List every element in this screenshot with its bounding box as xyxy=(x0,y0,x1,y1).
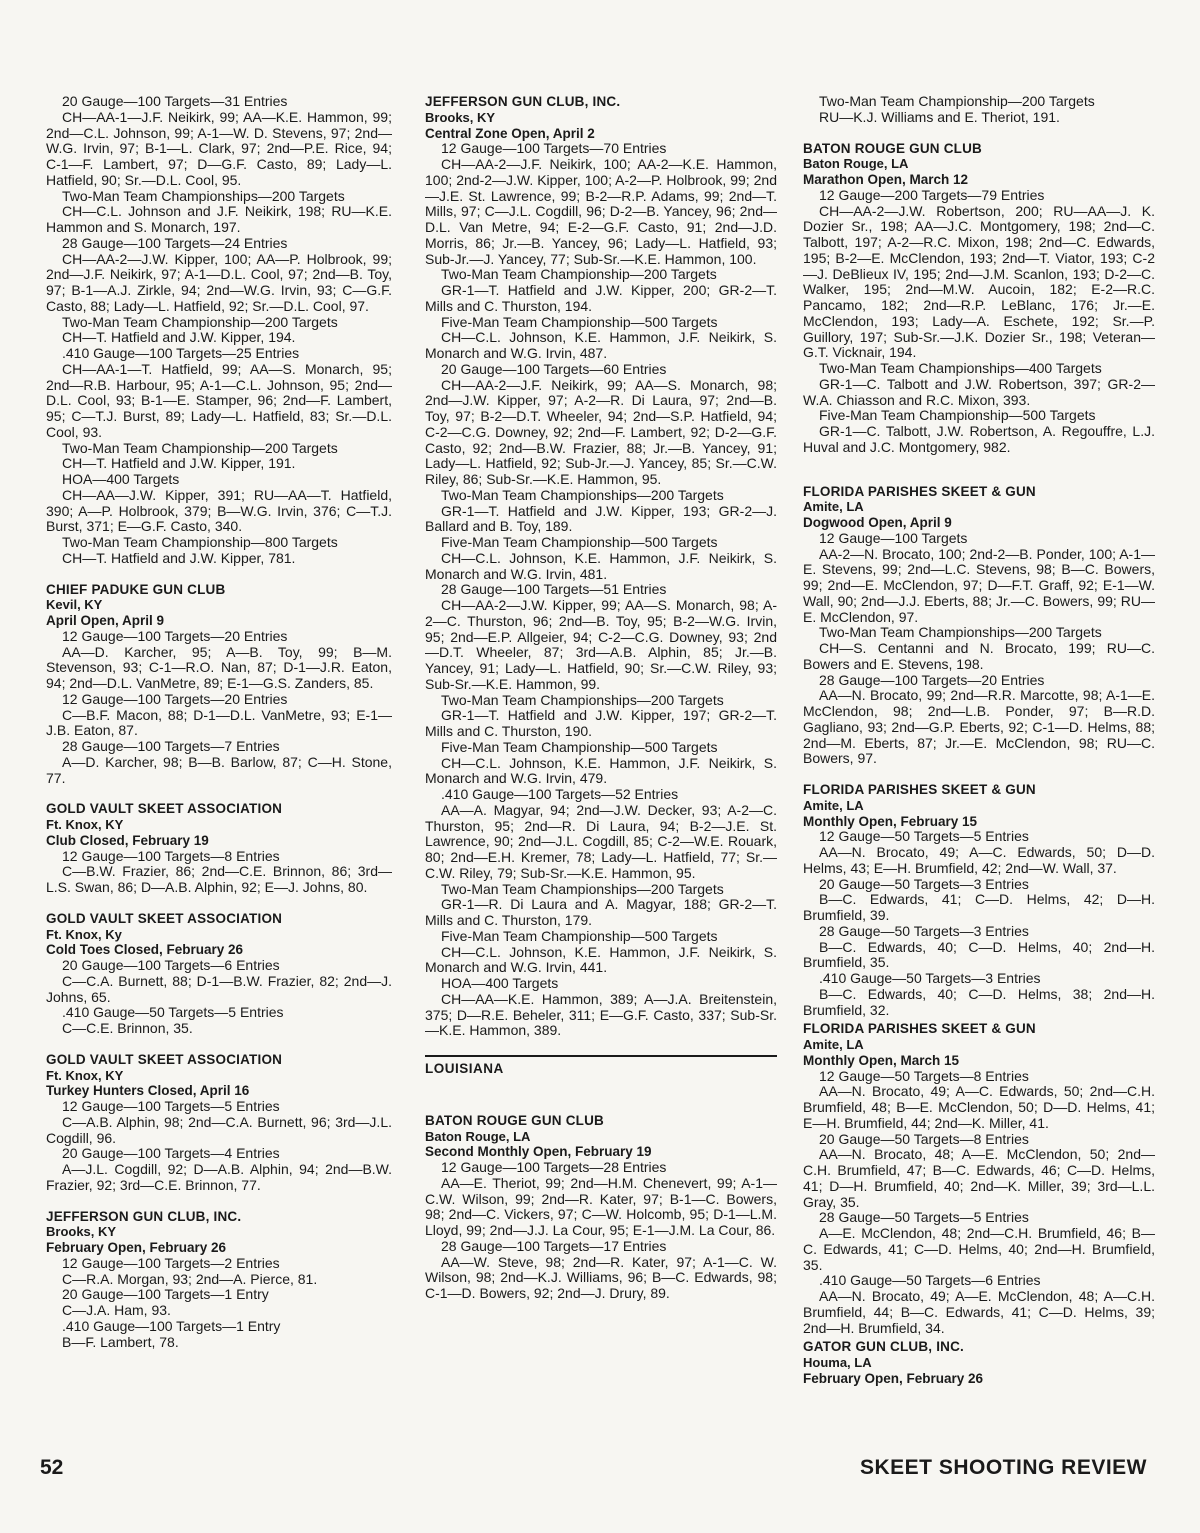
results-paragraph: Two-Man Team Championship—800 Targets xyxy=(62,534,338,550)
results-paragraph: CH—AA-1—T. Hatfield, 99; AA—S. Monarch, 95; 2nd—R.B. Harbour, 95; A-1—C.L. Johnson, 95; 2nd—D.L. Cool, 93; B-1—E. Stamper, 96; 2nd—F. Lambert, 95; C—T.J. Burst, 89; Lady—L. Hatfield, 83; Sr.—D.L. Cool, 93. xyxy=(46,360,392,440)
results-paragraph: .410 Gauge—100 Targets—1 Entry xyxy=(62,1317,281,1334)
results-paragraph: Five-Man Team Championship—500 Targets xyxy=(441,534,718,550)
event-title: Marathon Open, March 12 xyxy=(803,172,969,187)
results-paragraph: CH—AA-2—J.W. Robertson, 200; RU—AA—J. K. Dozier Sr., 198; AA—J.C. Montgomery, 198; 2nd—C. Talbott, 197; A-2—R.C. Mixon, 198; 2nd—C. Edwards, 195; B-2—E. McClendon, 193; 2nd—T. Viator, 193; C-2—J. DeBlieux IV, 195; 2nd—J.M. Scanlon, 193; D-2—C. Walker, 195; 2nd—M.W. Aucoin, 182; E-2—R.C. Pancamo, 182; 2nd—R.P. LeBlanc, 176; Jr.—E. McClendon, 193; Lady—A. Eschete, 192; Sr.—P. Guillory, 197; Sub-Sr.—J.K. Dozier Sr., 198; Veteran—G.T. Vicknair, 194. xyxy=(803,202,1155,361)
results-paragraph: .410 Gauge—100 Targets—52 Entries xyxy=(441,786,679,802)
results-paragraph: CH—AA-2—J.F. Neikirk, 99; AA—S. Monarch, 98; 2nd—J.W. Kipper, 97; A-2—R. Di Laura, 97; 2nd—B. Toy, 97; B-2—D.T. Wheeler, 94; 2nd—S.P. Hatfield, 94; C-2—C.G. Downey, 92; 2nd—F. Lambert, 92; D-2—G.F. Casto, 92; 2nd—B.W. Frazier, 88; Jr.—B. Yancey, 91; Lady—L. Hatfield, 92; Sub-Jr.—J. Yancey, 85; Sr.—C.W. Riley, 86; Sub-Sr.—K.E. Hammon, 95. xyxy=(425,376,777,487)
results-paragraph: C—C.E. Brinnon, 35. xyxy=(62,1020,193,1036)
results-paragraph: Two-Man Team Championship—200 Targets xyxy=(441,266,717,283)
event-title: Turkey Hunters Closed, April 16 xyxy=(46,1083,250,1099)
column-2 xyxy=(425,94,777,1302)
magazine-title: SKEET SHOOTING REVIEW xyxy=(859,1456,1147,1479)
event-title: Club Closed, February 19 xyxy=(46,832,209,848)
results-section xyxy=(803,1339,1155,1386)
results-paragraph: CH—C.L. Johnson, K.E. Hammon, J.F. Neikirk, S. Monarch and W.G. Irvin, 441. xyxy=(425,943,777,976)
results-paragraph: AA—N. Brocato, 48; A—E. McClendon, 50; 2nd—C.H. Brumfield, 47; B—C. Edwards, 46; C—D. Helms, 41; D—H. Brumfield, 40; 2nd—K. Miller, 39; 3rd—L.L. Gray, 35. xyxy=(803,1146,1155,1210)
results-paragraph: CH—AA-1—J.F. Neikirk, 99; AA—K.E. Hammon, 99; 2nd—C.L. Johnson, 99; A-1—W. D. Stevens, 97; 2nd—W.G. Irvin, 97; B-1—L. Clark, 97; 2nd—P.E. Rice, 94; C-1—F. Lambert, 97; D—G.F. Casto, 89; Lady—L. Hatfield, 90; Sr.—D.L. Cool, 95. xyxy=(46,108,392,188)
results-paragraph: Two-Man Team Championships—200 Targets xyxy=(62,187,345,204)
results-paragraph: 20 Gauge—100 Targets—60 Entries xyxy=(441,360,667,377)
results-paragraph: B—C. Edwards, 41; C—D. Helms, 42; D—H. Brumfield, 39. xyxy=(803,891,1155,923)
results-paragraph: Two-Man Team Championships—200 Targets xyxy=(441,691,724,708)
results-paragraph: A—J.L. Cogdill, 92; D—A.B. Alphin, 94; 2nd—B.W. Frazier, 92; 3rd—C.E. Brinnon, 77. xyxy=(46,1161,392,1193)
results-paragraph: AA—N. Brocato, 49; A—E. McClendon, 48; A—C.H. Brumfield, 44; B—C. Edwards, 41; C—D. Helms, 39; 2nd—H. Brumfield, 34. xyxy=(803,1288,1155,1336)
results-paragraph: 12 Gauge—100 Targets—20 Entries xyxy=(62,627,288,644)
results-paragraph: CH—AA—J.W. Kipper, 391; RU—AA—T. Hatfield, 390; A—P. Holbrook, 379; B—W.G. Irvin, 376; C—T.J. Burst, 371; E—G.F. Casto, 340. xyxy=(46,486,392,535)
results-paragraph: 28 Gauge—100 Targets—24 Entries xyxy=(62,234,288,251)
results-section xyxy=(46,1052,392,1194)
results-paragraph: 20 Gauge—50 Targets—8 Entries xyxy=(819,1130,1029,1147)
results-paragraph: 28 Gauge—100 Targets—20 Entries xyxy=(819,671,1045,688)
club-name: FLORIDA PARISHES SKEET & GUN xyxy=(803,782,1036,797)
event-title: Central Zone Open, April 2 xyxy=(425,125,595,141)
results-paragraph: 12 Gauge—100 Targets—28 Entries xyxy=(441,1159,667,1175)
event-title: February Open, February 26 xyxy=(803,1370,984,1386)
results-paragraph: Two-Man Team Championships—200 Targets xyxy=(441,880,724,897)
results-paragraph: C—C.A. Burnett, 88; D-1—B.W. Frazier, 82; 2nd—J. Johns, 65. xyxy=(46,972,392,1005)
event-title: Monthly Open, March 15 xyxy=(803,1052,960,1068)
results-paragraph: A—E. McClendon, 48; 2nd—C.H. Brumfield, 46; B—C. Edwards, 41; C—D. Helms, 40; 2nd—H. Brumfield, 35. xyxy=(803,1225,1155,1273)
results-section xyxy=(803,141,1155,456)
results-paragraph: 12 Gauge—200 Targets—79 Entries xyxy=(819,186,1045,203)
results-section xyxy=(425,1055,777,1302)
results-paragraph: 20 Gauge—50 Targets—3 Entries xyxy=(819,875,1029,892)
results-paragraph: Two-Man Team Championship—200 Targets xyxy=(819,93,1095,109)
results-paragraph: CH—C.L. Johnson, K.E. Hammon, J.F. Neikirk, S. Monarch and W.G. Irvin, 487. xyxy=(425,329,777,361)
results-section xyxy=(46,582,392,787)
results-paragraph: B—C. Edwards, 40; C—D. Helms, 40; 2nd—H. Brumfield, 35. xyxy=(803,938,1155,971)
results-paragraph: CH—C.L. Johnson, K.E. Hammon, J.F. Neikirk, S. Monarch and W.G. Irvin, 479. xyxy=(425,754,777,787)
state-heading: LOUISIANA xyxy=(425,1055,777,1077)
results-paragraph: HOA—400 Targets xyxy=(441,975,559,991)
club-location: Ft. Knox, KY xyxy=(46,1067,124,1083)
club-name: GOLD VAULT SKEET ASSOCIATION xyxy=(46,1051,283,1067)
results-section xyxy=(46,1209,392,1351)
club-name: BATON ROUGE GUN CLUB xyxy=(803,140,982,156)
results-paragraph: 28 Gauge—100 Targets—51 Entries xyxy=(441,581,667,598)
results-paragraph: CH—T. Hatfield and J.W. Kipper, 191. xyxy=(62,455,296,472)
results-paragraph: CH—AA-2—J.W. Kipper, 99; AA—S. Monarch, 98; A-2—C. Thurston, 96; 2nd—B. Toy, 95; B-2—W.G. Irvin, 95; 2nd—E.P. Allgeier, 94; C-2—C.G. Downey, 93; 2nd—D.T. Wheeler, 87; 3rd—A.B. Alphin, 85; Jr.—B. Yancey, 91; Lady—L. Hatfield, 90; Sr.—C.W. Riley, 93; Sub-Sr.—K.E. Hammon, 99. xyxy=(425,597,777,692)
results-paragraph: .410 Gauge—50 Targets—6 Entries xyxy=(819,1272,1041,1289)
club-location: Houma, LA xyxy=(803,1355,872,1370)
results-paragraph: HOA—400 Targets xyxy=(62,471,180,487)
event-title: Second Monthly Open, February 19 xyxy=(425,1144,652,1160)
club-name: FLORIDA PARISHES SKEET & GUN xyxy=(803,1021,1036,1037)
results-paragraph: CH—T. Hatfield and J.W. Kipper, 194. xyxy=(62,329,296,346)
results-paragraph: AA—N. Brocato, 49; A—C. Edwards, 50; D—D. Helms, 43; E—H. Brumfield, 42; 2nd—W. Wall, 37. xyxy=(803,844,1155,876)
results-paragraph: B—C. Edwards, 40; C—D. Helms, 38; 2nd—H. Brumfield, 32. xyxy=(803,985,1155,1018)
results-paragraph: C—R.A. Morgan, 93; 2nd—A. Pierce, 81. xyxy=(62,1270,318,1287)
results-paragraph: 20 Gauge—100 Targets—31 Entries xyxy=(62,93,288,109)
event-title: Dogwood Open, April 9 xyxy=(803,515,952,530)
club-location: Brooks, KY xyxy=(46,1224,117,1240)
results-paragraph: CH—C.L. Johnson, K.E. Hammon, J.F. Neikirk, S. Monarch and W.G. Irvin, 481. xyxy=(425,549,777,582)
event-title: April Open, April 9 xyxy=(46,613,165,628)
results-paragraph: Five-Man Team Championship—500 Targets xyxy=(441,738,718,755)
results-paragraph: GR-1—C. Talbott and J.W. Robertson, 397; GR-2—W.A. Chiasson and R.C. Mixon, 393. xyxy=(803,375,1155,408)
results-paragraph: 12 Gauge—100 Targets—8 Entries xyxy=(62,847,280,864)
results-paragraph: 12 Gauge—100 Targets—70 Entries xyxy=(441,140,667,157)
results-paragraph: 28 Gauge—50 Targets—5 Entries xyxy=(819,1209,1029,1226)
results-section xyxy=(425,94,777,1039)
results-paragraph: Five-Man Team Championship—500 Targets xyxy=(441,927,718,944)
results-paragraph: 28 Gauge—100 Targets—7 Entries xyxy=(62,738,280,754)
results-section xyxy=(803,1021,1155,1336)
results-paragraph: 20 Gauge—100 Targets—4 Entries xyxy=(62,1145,280,1162)
results-paragraph: .410 Gauge—100 Targets—25 Entries xyxy=(62,345,300,361)
results-paragraph: C—A.B. Alphin, 98; 2nd—C.A. Burnett, 96; 3rd—J.L. Cogdill, 96. xyxy=(46,1113,392,1146)
results-paragraph: 12 Gauge—50 Targets—8 Entries xyxy=(819,1067,1029,1084)
results-section xyxy=(46,94,392,567)
results-paragraph: GR-1—R. Di Laura and A. Magyar, 188; GR-2—T. Mills and C. Thurston, 179. xyxy=(425,896,777,928)
results-paragraph: CH—S. Centanni and N. Brocato, 199; RU—C. Bowers and E. Stevens, 198. xyxy=(803,640,1155,672)
results-paragraph: CH—AA—K.E. Hammon, 389; A—J.A. Breitenstein, 375; D—R.E. Beheler, 311; E—G.F. Casto, 337; Sub-Sr.—K.E. Hammon, 389. xyxy=(425,990,777,1039)
results-paragraph: AA—N. Brocato, 99; 2nd—R.R. Marcotte, 98; A-1—E. McClendon, 98; 2nd—L.B. Ponder, 97; B—R.D. Gagliano, 93; 2nd—G.P. Eberts, 92; C-1—D. Helms, 88; 2nd—M. Eberts, 87; Jr.—E. McClendon, 98; RU—C. Bowers, 97. xyxy=(803,687,1155,767)
results-paragraph: 12 Gauge—100 Targets xyxy=(819,529,968,546)
results-paragraph: A—D. Karcher, 98; B—B. Barlow, 87; C—H. Stone, 77. xyxy=(46,753,392,786)
results-paragraph: AA—D. Karcher, 95; A—B. Toy, 99; B—M. Stevenson, 93; C-1—R.O. Nan, 87; D-1—J.R. Eaton, 94; 2nd—D.L. VanMetre, 89; E-1—G.S. Zanders, 85. xyxy=(46,643,392,691)
results-paragraph: Two-Man Team Championships—200 Targets xyxy=(441,486,724,503)
results-paragraph: C—B.F. Macon, 88; D-1—D.L. VanMetre, 93; E-1—J.B. Eaton, 87. xyxy=(46,706,392,739)
results-paragraph: AA-2—N. Brocato, 100; 2nd-2—B. Ponder, 100; A-1—E. Stevens, 99; 2nd—L.C. Stevens, 98; B—C. Bowers, 99; 2nd—E. McClendon, 97; D—F.T. Graff, 92; E-1—W. Wall, 90; 2nd—J.J. Eberts, 88; Jr.—C. Bowers, 99; RU—E. McClendon, 97. xyxy=(803,545,1155,625)
results-paragraph: Two-Man Team Championships—200 Targets xyxy=(819,624,1102,641)
results-paragraph: C—B.W. Frazier, 86; 2nd—C.E. Brinnon, 86; 3rd—L.S. Swan, 86; D—A.B. Alphin, 92; E—J. Johns, 80. xyxy=(46,863,392,895)
results-paragraph: Two-Man Team Championships—400 Targets xyxy=(819,360,1102,376)
results-paragraph: .410 Gauge—50 Targets—5 Entries xyxy=(62,1004,284,1021)
results-paragraph: Two-Man Team Championship—200 Targets xyxy=(62,313,338,330)
page-number: 52 xyxy=(40,1456,64,1479)
event-title: February Open, February 26 xyxy=(46,1240,227,1255)
event-title: Cold Toes Closed, February 26 xyxy=(46,942,244,958)
results-paragraph: 12 Gauge—100 Targets—20 Entries xyxy=(62,690,288,707)
results-section xyxy=(803,484,1155,768)
club-location: Kevil, KY xyxy=(46,597,103,613)
results-paragraph: 12 Gauge—100 Targets—5 Entries xyxy=(62,1098,280,1114)
club-name: JEFFERSON GUN CLUB, INC. xyxy=(425,94,621,109)
results-paragraph: C—J.A. Ham, 93. xyxy=(62,1302,171,1318)
club-name: GATOR GUN CLUB, INC. xyxy=(803,1339,964,1355)
club-location: Ft. Knox, Ky xyxy=(46,926,122,942)
results-paragraph: 28 Gauge—100 Targets—17 Entries xyxy=(441,1237,667,1254)
results-paragraph: GR-1—T. Hatfield and J.W. Kipper, 197; GR-2—T. Mills and C. Thurston, 190. xyxy=(425,707,777,739)
results-paragraph: CH—T. Hatfield and J.W. Kipper, 781. xyxy=(62,549,296,566)
club-name: BATON ROUGE GUN CLUB xyxy=(425,1112,604,1128)
results-paragraph: RU—K.J. Williams and E. Theriot, 191. xyxy=(819,108,1060,125)
results-section xyxy=(46,911,392,1037)
club-location: Ft. Knox, KY xyxy=(46,817,124,832)
club-location: Amite, LA xyxy=(803,499,864,515)
results-paragraph: CH—C.L. Johnson and J.F. Neikirk, 198; RU—K.E. Hammon and S. Monarch, 197. xyxy=(46,203,392,235)
club-location: Amite, LA xyxy=(803,797,864,813)
column-1 xyxy=(46,94,392,1350)
club-name: FLORIDA PARISHES SKEET & GUN xyxy=(803,483,1036,499)
results-paragraph: CH—AA-2—J.F. Neikirk, 100; AA-2—K.E. Hammon, 100; 2nd-2—J.W. Kipper, 100; A-2—P. Holbrook, 99; 2nd—J.E. St. Lawrence, 99; B-2—R.P. Adams, 99; 2nd—T. Mills, 97; C—J.L. Cogdill, 96; D-2—B. Yancey, 96; 2nd—D.L. Van Metre, 94; E-2—G.F. Casto, 91; 2nd—J.D. Morris, 86; Jr.—B. Yancey, 96; Lady—L. Hatfield, 93; Sub-Jr.—J. Yancey, 77; Sub-Sr.—K.E. Hammon, 100. xyxy=(425,156,777,267)
results-paragraph: GR-1—T. Hatfield and J.W. Kipper, 193; GR-2—J. Ballard and B. Toy, 189. xyxy=(425,502,777,535)
results-paragraph: GR-1—T. Hatfield and J.W. Kipper, 200; GR-2—T. Mills and C. Thurston, 194. xyxy=(425,282,777,314)
results-paragraph: B—F. Lambert, 78. xyxy=(62,1333,179,1350)
column-3 xyxy=(803,94,1155,1387)
club-name: JEFFERSON GUN CLUB, INC. xyxy=(46,1208,242,1224)
results-paragraph: AA—W. Steve, 98; 2nd—R. Kater, 97; A-1—C. W. Wilson, 98; 2nd—K.J. Williams, 96; B—C. Edwards, 98; C-1—D. Bowers, 92; 2nd—J. Drury, 89. xyxy=(425,1253,777,1301)
club-location: Amite, LA xyxy=(803,1037,864,1052)
results-paragraph: AA—N. Brocato, 49; A—C. Edwards, 50; 2nd—C.H. Brumfield, 48; B—E. McClendon, 50; D—D. Helms, 41; E—H. Brumfield, 44; 2nd—K. Miller, 41. xyxy=(803,1083,1155,1131)
results-paragraph: 20 Gauge—100 Targets—1 Entry xyxy=(62,1286,269,1303)
results-paragraph: Five-Man Team Championship—500 Targets xyxy=(819,407,1096,424)
results-paragraph: Two-Man Team Championship—200 Targets xyxy=(62,439,338,456)
results-paragraph: 12 Gauge—50 Targets—5 Entries xyxy=(819,828,1029,845)
club-name: GOLD VAULT SKEET ASSOCIATION xyxy=(46,801,283,817)
event-title: Monthly Open, February 15 xyxy=(803,813,978,829)
club-location: Brooks, KY xyxy=(425,109,496,125)
results-section xyxy=(46,801,392,896)
club-location: Baton Rouge, LA xyxy=(425,1128,531,1144)
results-section xyxy=(803,94,1155,126)
results-paragraph: AA—E. Theriot, 99; 2nd—H.M. Chenevert, 99; A-1—C.W. Wilson, 99; 2nd—R. Kater, 97; B-1—C. Bowers, 98; 2nd—C. Vickers, 97; C—W. Holcomb, 95; D-1—L.M. Lloyd, 99; 2nd—J.J. La Cour, 95; E-1—J.M. La Cour, 86. xyxy=(425,1174,777,1238)
results-paragraph: 12 Gauge—100 Targets—2 Entries xyxy=(62,1254,280,1271)
results-paragraph: 28 Gauge—50 Targets—3 Entries xyxy=(819,922,1029,939)
results-paragraph: GR-1—C. Talbott, J.W. Robertson, A. Regouffre, L.J. Huval and J.C. Montgomery, 982. xyxy=(803,423,1155,455)
results-paragraph: 20 Gauge—100 Targets—6 Entries xyxy=(62,957,280,973)
club-name: GOLD VAULT SKEET ASSOCIATION xyxy=(46,910,283,926)
results-section xyxy=(803,782,1155,1018)
results-paragraph: .410 Gauge—50 Targets—3 Entries xyxy=(819,970,1041,986)
results-paragraph: CH—AA-2—J.W. Kipper, 100; AA—P. Holbrook, 99; 2nd—J.F. Neikirk, 97; A-1—D.L. Cool, 97; 2nd—B. Toy, 97; B-1—A.J. Zirkle, 94; 2nd—W.G. Irvin, 93; C—G.F. Casto, 88; Lady—L. Hatfield, 92; Sr.—D.L. Cool, 97. xyxy=(46,250,392,314)
club-location: Baton Rouge, LA xyxy=(803,156,909,172)
results-paragraph: AA—A. Magyar, 94; 2nd—J.W. Decker, 93; A-2—C. Thurston, 95; 2nd—R. Di Laura, 94; B-2—J.E. St. Lawrence, 90; 2nd—J.L. Cogdill, 85; C-2—W.E. Rouark, 80; 2nd—E.H. Kremer, 78; Lady—L. Hatfield, 77; Sr.—C.W. Riley, 79; Sub-Sr.—K.E. Hammon, 95. xyxy=(425,801,777,881)
results-paragraph: Five-Man Team Championship—500 Targets xyxy=(441,313,718,330)
club-name: CHIEF PADUKE GUN CLUB xyxy=(46,581,226,597)
